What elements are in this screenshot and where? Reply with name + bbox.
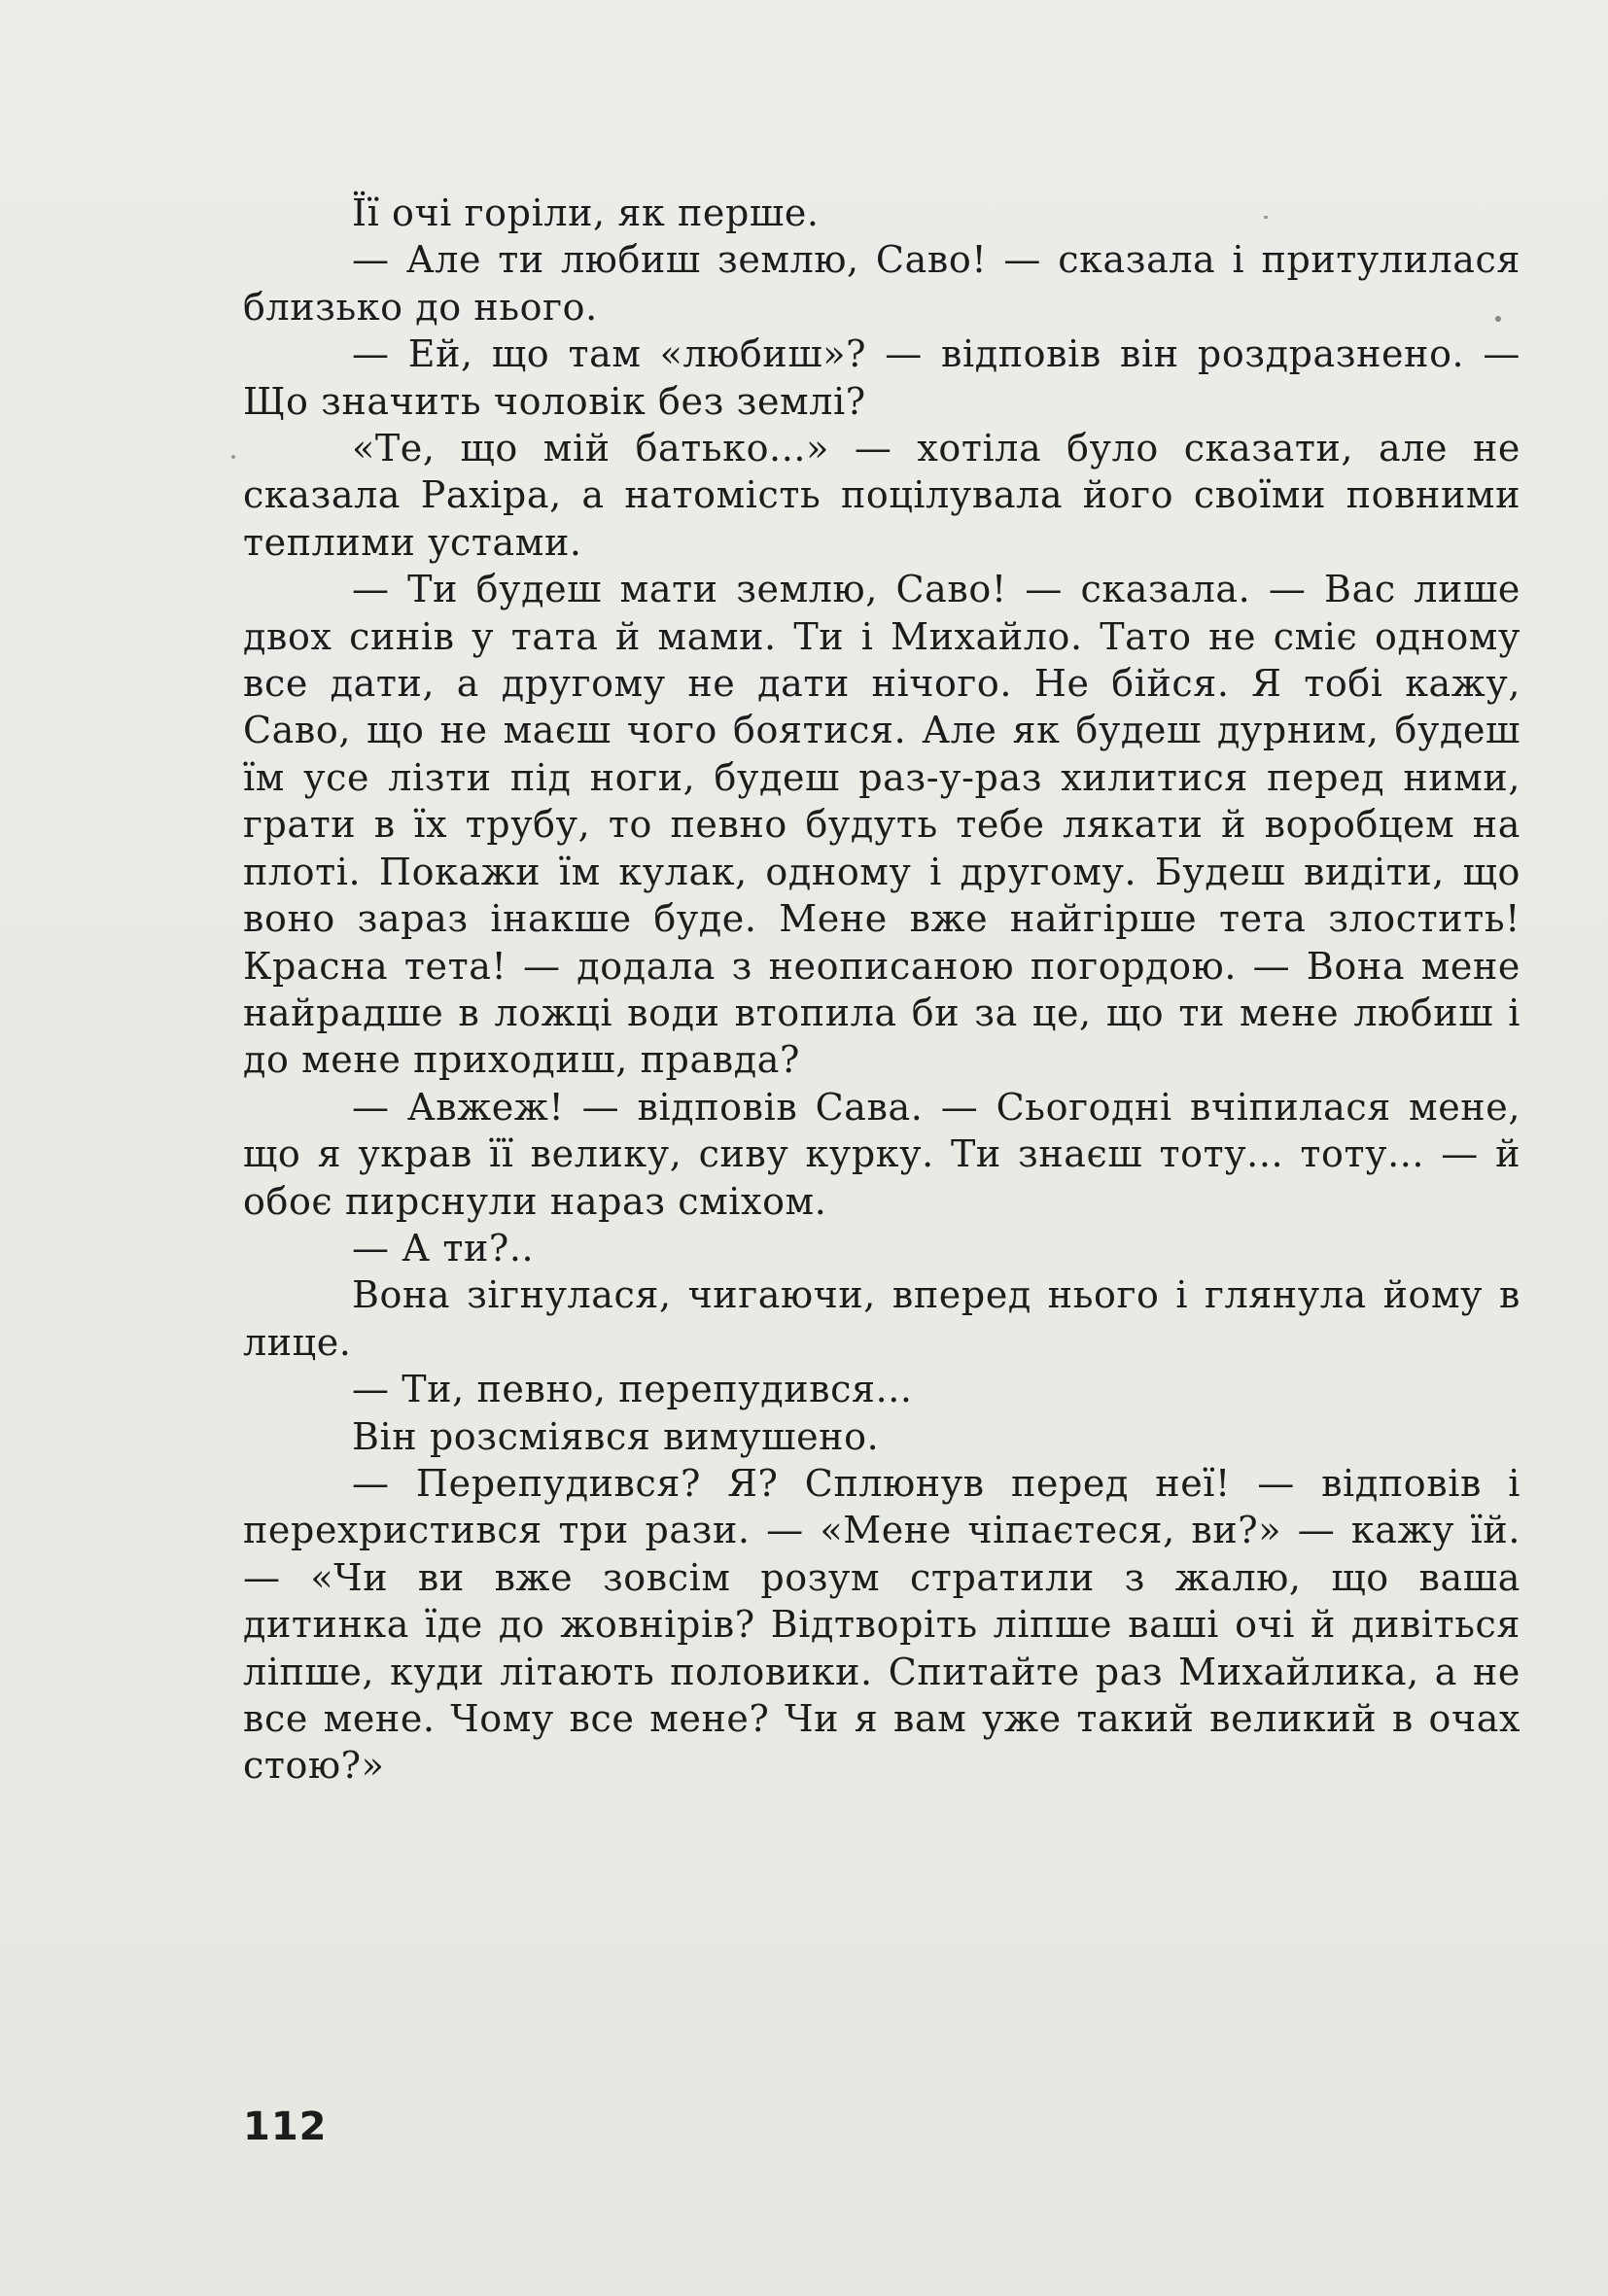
paragraph-3: — Ей, що там «любиш»? — відповів він роздразнено. — Що значить чоловік без землі? <box>243 332 1521 423</box>
paragraph-2: — Але ти любиш землю, Саво! — сказала і притулилася близько до нього. <box>243 238 1521 329</box>
paragraph-9: — Ти, певно, перепудився... <box>352 1368 913 1411</box>
scan-speck <box>1264 216 1268 219</box>
paragraph-1: Її очі горіли, як перше. <box>352 191 820 234</box>
paragraph-11: — Перепудився? Я? Сплюнув перед неї! — відповів і перехристився три рази. — «Мене чіпаєтеся, ви?» — кажу їй. — «Чи ви вже зовсім розум стратили з жалю, що ваша дитинка їде до жовнірів? Відтворіть ліпше ваші очі й дивіться ліпше, куди літають половики. Спитайте раз Михайлика, а не все мене. Чому все мене? Чи я вам уже такий великий в очах стою?» <box>243 1461 1521 1788</box>
paragraph-6: — Авжеж! — відповів Сава. — Сьогодні вчіпилася мене, що я украв її велику, сиву курку. Ти знаєш тоту... тоту... — й обоє пирснули нараз сміхом. <box>243 1085 1521 1223</box>
scan-speck <box>231 455 235 459</box>
paragraph-7: — А ти?.. <box>352 1226 535 1270</box>
paragraph-10: Він розсміявся вимушено. <box>352 1414 880 1458</box>
paragraph-4: «Те, що мій батько...» — хотіла було сказати, але не сказала Рахіра, а натомість поцілувала його своїми повними теплими устами. <box>243 427 1521 564</box>
page-text <box>243 190 1521 1790</box>
paragraph-8: Вона зігнулася, чигаючи, вперед нього і глянула йому в лице. <box>243 1273 1521 1364</box>
scan-speck <box>1495 316 1501 322</box>
page-number: 112 <box>243 2105 328 2149</box>
paragraph-5: — Ти будеш мати землю, Саво! — сказала. — Вас лише двох синів у тата й мами. Ти і Михайло. Тато не сміє одному все дати, а другому не дати нічого. Не бійся. Я тобі кажу, Саво, що не маєш чого боятися. Але як будеш дурним, будеш їм усе лізти під ноги, будеш раз-у-раз хилитися перед ними, грати в їх трубу, то певно будуть тебе лякати й воробцем на плоті. Покажи їм кулак, одному і другому. Будеш видіти, що воно зараз інакше буде. Мене вже найгірше тета злостить! Красна тета! — додала з неописаною погордою. — Вона мене найрадше в ложці води втопила би за це, що ти мене любиш і до мене приходиш, правда? <box>243 568 1521 1082</box>
